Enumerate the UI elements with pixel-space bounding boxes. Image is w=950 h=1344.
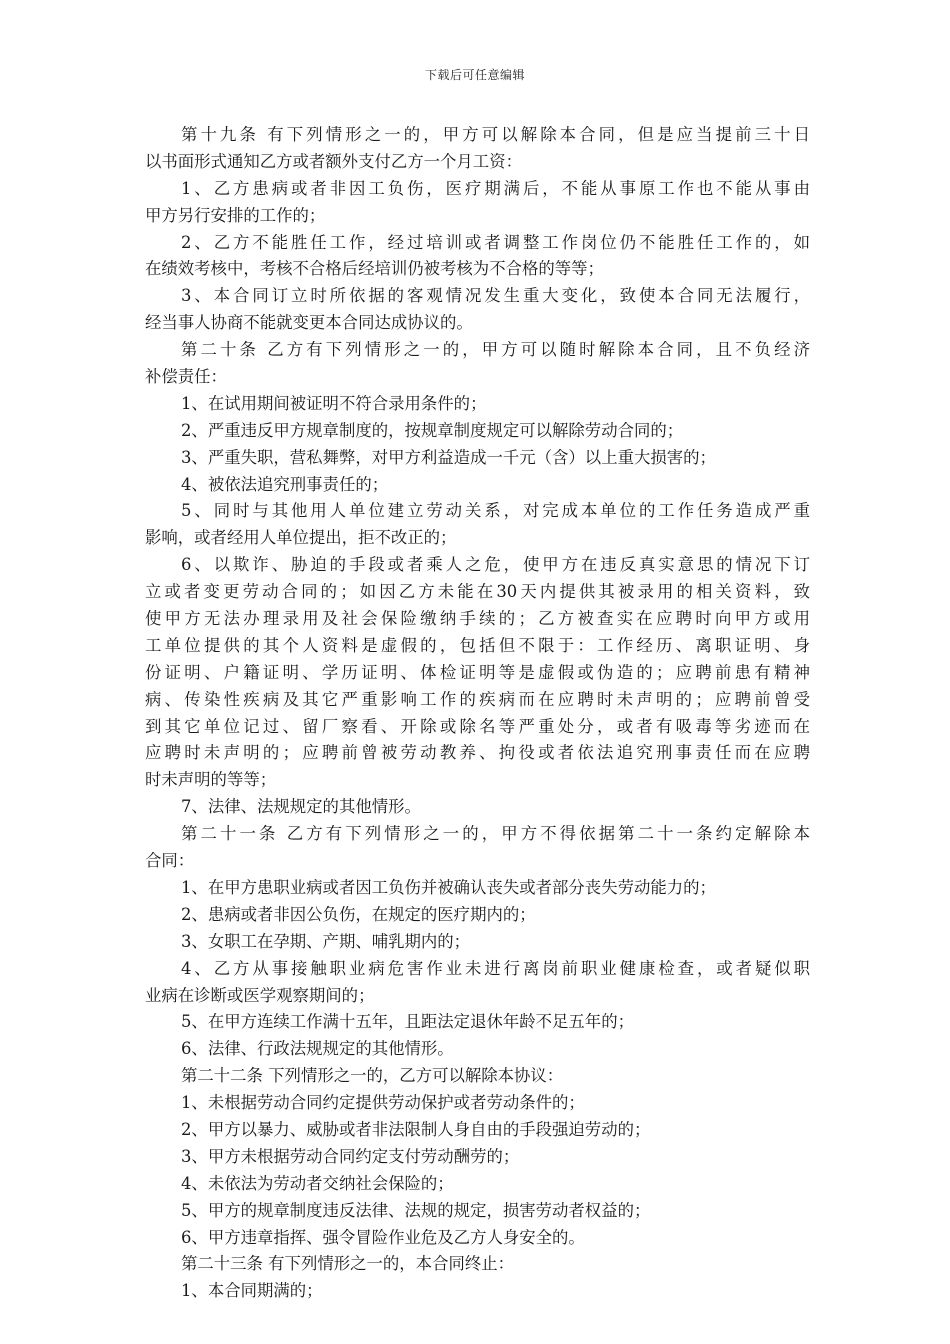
text-line: 2、乙方不能胜任工作，经过培训或者调整工作岗位仍不能胜任工作的，如: [181, 232, 810, 252]
text-line: 影响，或者经用人单位提出，拒不改正的；: [145, 528, 457, 548]
text-line: 3、本合同订立时所依据的客观情况发生重大变化，致使本合同无法履行，: [181, 286, 810, 306]
text-line: 2、患病或者非因公负伤，在规定的医疗期内的；: [181, 904, 536, 924]
text-line: 以书面形式通知乙方或者额外支付乙方一个月工资：: [145, 151, 522, 171]
text-line: 6、以欺诈、胁迫的手段或者乘人之危，使甲方在违反真实意思的情况下订: [181, 555, 810, 575]
text-line: 5、在甲方连续工作满十五年，且距法定退休年龄不足五年的；: [181, 1012, 634, 1032]
text-line: 甲方另行安排的工作的；: [145, 205, 326, 225]
text-line: 3、甲方未根据劳动合同约定支付劳动酬劳的；: [181, 1146, 520, 1166]
text-line: 立或者变更劳动合同的；如因乙方未能在30天内提供其被录用的相关资料，致: [145, 582, 810, 602]
text-line: 5、甲方的规章制度违反法律、法规的规定，损害劳动者权益的；: [181, 1200, 651, 1220]
text-line: 3、严重失职，营私舞弊，对甲方利益造成一千元（含）以上重大损害的；: [181, 447, 716, 467]
text-line: 第二十条 乙方有下列情形之一的，甲方可以随时解除本合同，且不负经济: [181, 340, 810, 360]
text-line: 6、甲方违章指挥、强令冒险作业危及乙方人身安全的。: [181, 1227, 585, 1247]
text-line: 合同：: [145, 851, 195, 871]
text-line: 第二十二条 下列情形之一的，乙方可以解除本协议：: [181, 1066, 564, 1086]
text-line: 经当事人协商不能就变更本合同达成协议的。: [145, 313, 473, 333]
text-line: 使甲方无法办理录用及社会保险缴纳手续的；乙方被查实在应聘时向甲方或用: [145, 609, 810, 629]
text-line: 补偿责任：: [145, 367, 227, 387]
text-line: 1、在试用期间被证明不符合录用条件的；: [181, 393, 487, 413]
text-line: 业病在诊断或医学观察期间的；: [145, 985, 375, 1005]
text-line: 工单位提供的其个人资料是虚假的，包括但不限于：工作经历、离职证明、身: [145, 635, 810, 655]
text-line: 2、甲方以暴力、威胁或者非法限制人身自由的手段强迫劳动的；: [181, 1119, 651, 1139]
text-line: 应聘时未声明的；应聘前曾被劳动教养、拘役或者依法追究刑事责任而在应聘: [145, 743, 810, 763]
text-line: 1、在甲方患职业病或者因工负伤并被确认丧失或者部分丧失劳动能力的；: [181, 877, 716, 897]
text-line: 5、同时与其他用人单位建立劳动关系，对完成本单位的工作任务造成严重: [181, 501, 810, 521]
text-line: 6、法律、行政法规规定的其他情形。: [181, 1039, 454, 1059]
text-line: 第二十一条 乙方有下列情形之一的，甲方不得依据第二十一条约定解除本: [181, 824, 810, 844]
text-line: 份证明、户籍证明、学历证明、体检证明等是虚假或伪造的；应聘前患有精神: [145, 662, 810, 682]
text-line: 第二十三条 有下列情形之一的，本合同终止：: [181, 1254, 515, 1274]
text-line: 4、未依法为劳动者交纳社会保险的；: [181, 1173, 454, 1193]
text-line: 到其它单位记过、留厂察看、开除或除名等严重处分，或者有吸毒等劣迹而在: [145, 716, 810, 736]
text-line: 在绩效考核中，考核不合格后经培训仍被考核为不合格的等等；: [145, 259, 604, 279]
text-line: 第十九条 有下列情形之一的，甲方可以解除本合同，但是应当提前三十日: [181, 125, 810, 144]
text-line: 3、女职工在孕期、产期、哺乳期内的；: [181, 931, 471, 951]
text-line: 1、未根据劳动合同约定提供劳动保护或者劳动条件的；: [181, 1093, 585, 1113]
text-line: 1、本合同期满的；: [181, 1281, 323, 1301]
text-line: 1、乙方患病或者非因工负伤，医疗期满后，不能从事原工作也不能从事由: [181, 178, 810, 198]
text-line: 7、法律、法规规定的其他情形。: [181, 797, 421, 817]
text-line: 4、被依法追究刑事责任的；: [181, 474, 389, 494]
text-line: 2、严重违反甲方规章制度的，按规章制度规定可以解除劳动合同的；: [181, 420, 684, 440]
document-body: [145, 122, 810, 1305]
text-line: 病、传染性疾病及其它严重影响工作的疾病而在应聘时未声明的；应聘前曾受: [145, 689, 810, 709]
text-line: 4、乙方从事接触职业病危害作业未进行离岗前职业健康检查，或者疑似职: [181, 958, 810, 978]
text-line: 时未声明的等等；: [145, 770, 277, 790]
page-header: 下载后可任意编辑: [424, 68, 525, 82]
